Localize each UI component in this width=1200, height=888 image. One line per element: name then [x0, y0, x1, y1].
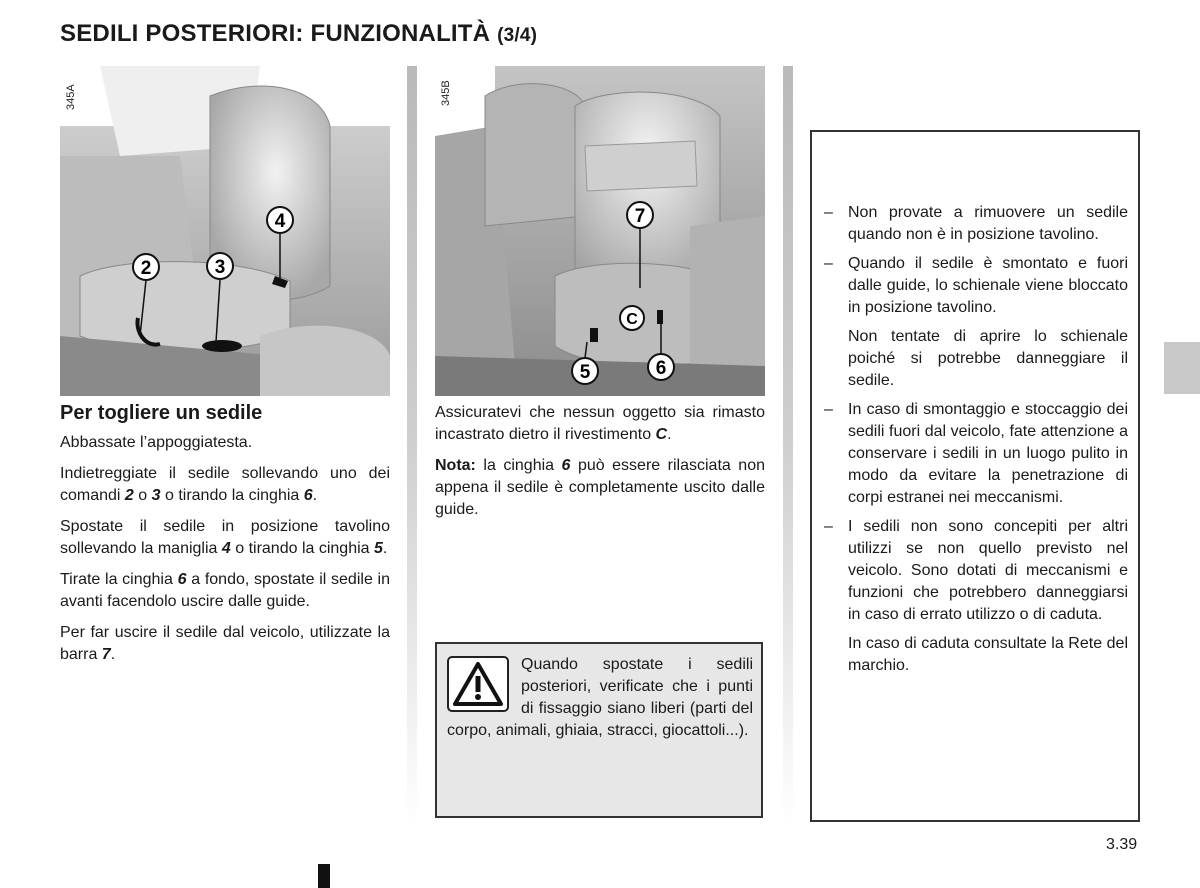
emphasis-text: 6 — [177, 571, 187, 588]
body-text: Per far uscire il sedile dal veicolo, utilizzate la barra — [60, 624, 390, 663]
warning-triangle-icon — [447, 656, 509, 712]
dash-bullet: – — [824, 255, 833, 272]
callout-5 — [572, 358, 598, 384]
note-item — [824, 516, 1128, 677]
body-text: Assicuratevi che nessun oggetto sia rimasto incastrato dietro il rivestimento — [435, 404, 765, 443]
section-heading: Per togliere un sedile — [60, 402, 263, 424]
callout-4 — [267, 207, 293, 233]
left-paragraphs — [60, 432, 390, 666]
figure-code-left: 345A — [65, 84, 77, 110]
middle-column — [435, 402, 765, 530]
body-text: o — [133, 487, 152, 504]
body-text: . — [110, 646, 116, 663]
middle-paragraph — [435, 402, 765, 446]
body-text: può essere rilasciata non appena il sedile è completamente uscito dalle guide. — [435, 457, 765, 518]
note-item — [824, 399, 1128, 509]
seat-photo-middle — [435, 66, 765, 396]
note-text: Non provate a rimuovere un sedile quando non è in posizione tavolino. — [848, 204, 1128, 243]
left-paragraph — [60, 463, 390, 507]
emphasis-text: 3 — [151, 487, 161, 504]
body-text: o tirando la cinghia — [160, 487, 304, 504]
note-text: Quando il sedile è smontato e fuori dalle guide, lo schienale viene bloccato in posizione tavolino. — [848, 255, 1128, 316]
dash-bullet: – — [824, 401, 833, 418]
emphasis-text: 6 — [303, 487, 313, 504]
note-item — [824, 253, 1128, 392]
figure-345b — [435, 66, 765, 396]
svg-text:6: 6 — [655, 358, 667, 379]
chapter-tab — [1164, 342, 1200, 394]
body-text: Abbassate l’appoggiatesta. — [60, 434, 253, 451]
body-text: Indietreggiate il sedile sollevando uno dei comandi — [60, 465, 390, 504]
figure-code-middle: 345B — [440, 80, 452, 106]
middle-paragraphs — [435, 402, 765, 521]
left-paragraph — [60, 516, 390, 560]
callout-6 — [648, 354, 674, 380]
figure-345a — [60, 66, 390, 396]
warning-message: Quando spostate i sedili posteriori, verificate che i punti di fissaggio siano liberi (parti del corpo, animali, ghiaia, stracci, giocattoli...). — [447, 656, 753, 739]
body-text: Spostate il sedile in posizione tavolino sollevando la maniglia — [60, 518, 390, 557]
column-separator-1 — [407, 66, 417, 826]
seat-photo-left — [60, 66, 390, 396]
column-separator-2 — [783, 66, 793, 826]
binding-mark — [318, 864, 330, 888]
emphasis-text: 4 — [221, 540, 231, 557]
note-text: In caso di smontaggio e stoccaggio dei sedili fuori dal veicolo, fate attenzione a conservare i sedili in un luogo pulito in modo da evitare la penetrazione di corpi estranei nei meccanismi. — [848, 401, 1128, 506]
emphasis-text: 7 — [101, 646, 111, 663]
emphasis-text: 5 — [373, 540, 383, 557]
note-text: I sedili non sono concepiti per altri utilizzi se non quello previsto nel veicolo. Sono dotati di meccanismi e funzioni che potrebbero danneggiarsi in caso di errato utilizzo o di caduta. — [848, 518, 1128, 623]
note-subtext: In caso di caduta consultate la Rete del marchio. — [848, 635, 1128, 674]
page-title — [60, 20, 537, 48]
body-text: o tirando la cinghia — [230, 540, 374, 557]
warning-box — [435, 642, 763, 818]
body-text: . — [312, 487, 318, 504]
title-part: (3/4) — [497, 25, 538, 46]
callout-7 — [627, 202, 653, 228]
left-column — [60, 402, 390, 675]
warning-icon-slot — [447, 656, 513, 716]
callout-c — [620, 306, 644, 330]
body-text: Tirate la cinghia — [60, 571, 178, 588]
svg-text:3: 3 — [214, 257, 226, 278]
warning-text — [447, 654, 753, 742]
middle-paragraph — [435, 455, 765, 521]
dash-bullet: – — [824, 518, 833, 535]
callout-2 — [133, 254, 159, 280]
svg-text:4: 4 — [274, 211, 286, 232]
body-text: . — [667, 426, 672, 443]
svg-text:5: 5 — [579, 362, 591, 383]
svg-text:C: C — [626, 311, 638, 328]
body-text: a fondo, spostate il sedile in avanti facendolo uscire dalle guide. — [60, 571, 390, 610]
note-subtext: Non tentate di aprire lo schienale poiché si potrebbe danneggiare il sedile. — [848, 328, 1128, 389]
note-item — [824, 202, 1128, 246]
svg-text:7: 7 — [634, 206, 646, 227]
dash-bullet: – — [824, 204, 833, 221]
notes-list — [824, 202, 1128, 684]
emphasis-text: Nota: — [435, 457, 476, 474]
body-text: la cinghia — [475, 457, 562, 474]
page-number: 3.39 — [1106, 836, 1138, 853]
svg-text:2: 2 — [140, 258, 152, 279]
emphasis-text: 2 — [124, 487, 134, 504]
title-text: SEDILI POSTERIORI: FUNZIONALITÀ — [60, 20, 491, 47]
emphasis-text: 6 — [561, 457, 571, 474]
callout-3 — [207, 253, 233, 279]
left-paragraph — [60, 569, 390, 613]
body-text: . — [382, 540, 388, 557]
left-paragraph — [60, 622, 390, 666]
notes-box — [810, 130, 1140, 822]
left-paragraph — [60, 432, 390, 454]
emphasis-text: C — [655, 426, 668, 443]
